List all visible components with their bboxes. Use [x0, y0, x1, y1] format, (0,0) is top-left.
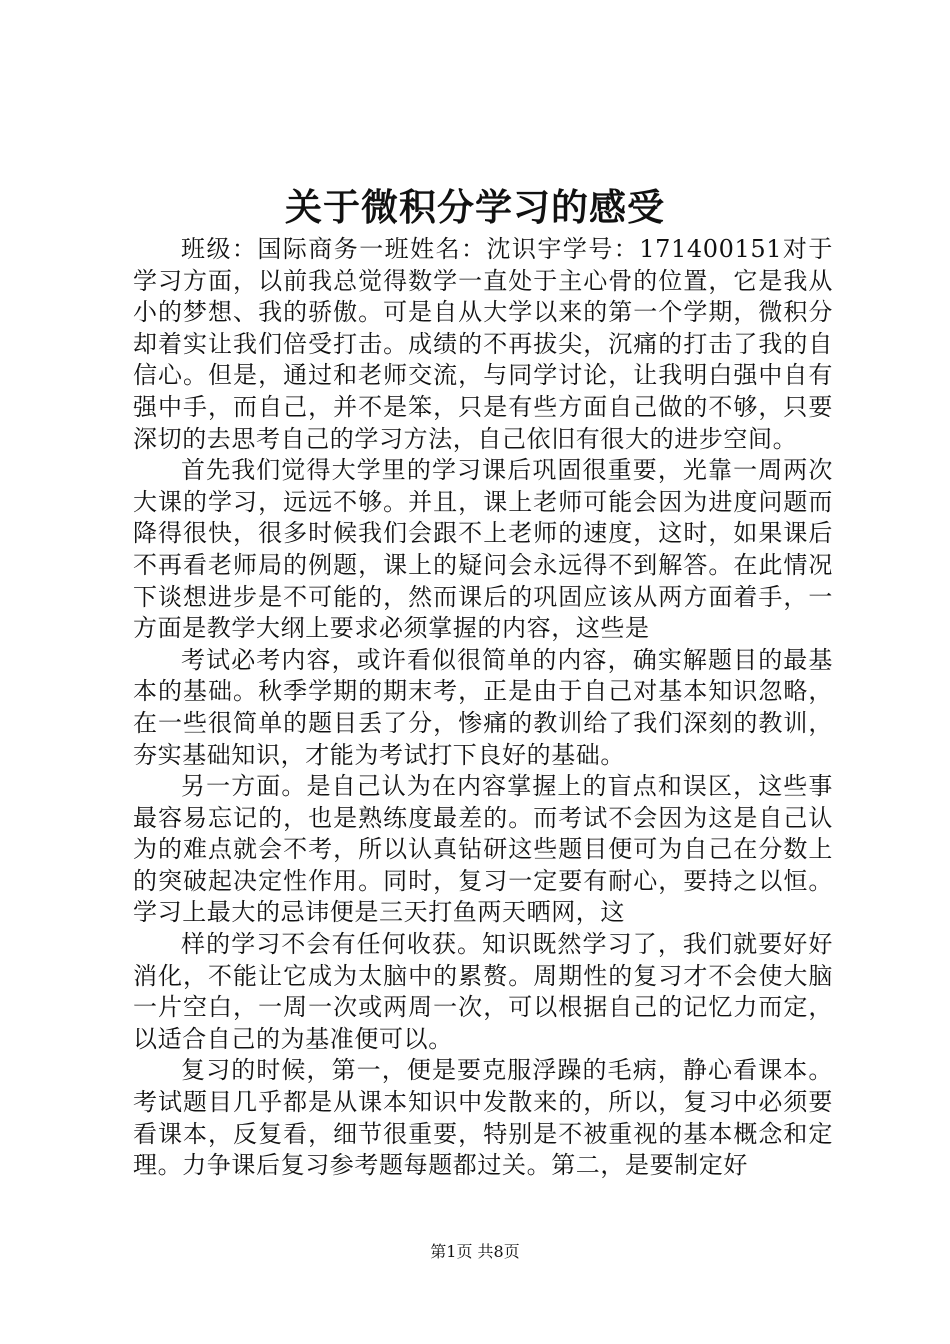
paragraph-5: 样的学习不会有任何收获。知识既然学习了，我们就要好好消化，不能让它成为太脑中的累赘。周期性的复习才不会使大脑一片空白，一周一次或两周一次，可以根据自己的记忆力而定，以适合自己的为基准便可以。: [133, 930, 833, 1053]
document-body: [133, 234, 833, 1182]
page-title: 关于微积分学习的感受: [285, 185, 665, 229]
paragraph-3: 考试必考内容，或许看似很简单的内容，确实解题目的最基本的基础。秋季学期的期末考，正是由于自己对基本知识忽略，在一些很简单的题目丢了分，惨痛的教训给了我们深刻的教训，夯实基础知识，才能为考试打下良好的基础。: [133, 645, 833, 769]
paragraph-1: 班级：国际商务一班姓名：沈识宇学号：171400151对于学习方面，以前我总觉得数学一直处于主心骨的位置，它是我从小的梦想、我的骄傲。可是自从大学以来的第一个学期，微积分却着实让我们倍受打击。成绩的不再拔尖，沉痛的打击了我的自信心。但是，通过和老师交流，与同学讨论，让我明白强中自有强中手，而自己，并不是笨，只是有些方面自己做的不够，只要深切的去思考自己的学习方法，自己依旧有很大的进步空间。: [133, 235, 833, 453]
paragraph-6: 复习的时候，第一，便是要克服浮躁的毛病，静心看课本。考试题目几乎都是从课本知识中发散来的，所以，复习中必须要看课本，反复看，细节很重要，特别是不被重视的基本概念和定理。力争课后复习参考题每题都过关。第二，是要制定好: [133, 1056, 833, 1180]
paragraph-2: 首先我们觉得大学里的学习课后巩固很重要，光靠一周两次大课的学习，远远不够。并且，课上老师可能会因为进度问题而降得很快，很多时候我们会跟不上老师的速度，这时，如果课后不再看老师局的例题，课上的疑问会永远得不到解答。在此情况下谈想进步是不可能的，然而课后的巩固应该从两方面着手，一方面是教学大纲上要求必须掌握的内容，这些是: [133, 456, 833, 643]
paragraph-4: 另一方面。是自己认为在内容掌握上的盲点和误区，这些事最容易忘记的，也是熟练度最差的。而考试不会因为这是自己认为的难点就会不考，所以认真钻研这些题目便可为自己在分数上的突破起决定性作用。同时，复习一定要有耐心，要持之以恒。学习上最大的忌讳便是三天打鱼两天晒网，这: [133, 772, 833, 927]
page-number-footer: 第1页 共8页: [430, 1242, 520, 1261]
